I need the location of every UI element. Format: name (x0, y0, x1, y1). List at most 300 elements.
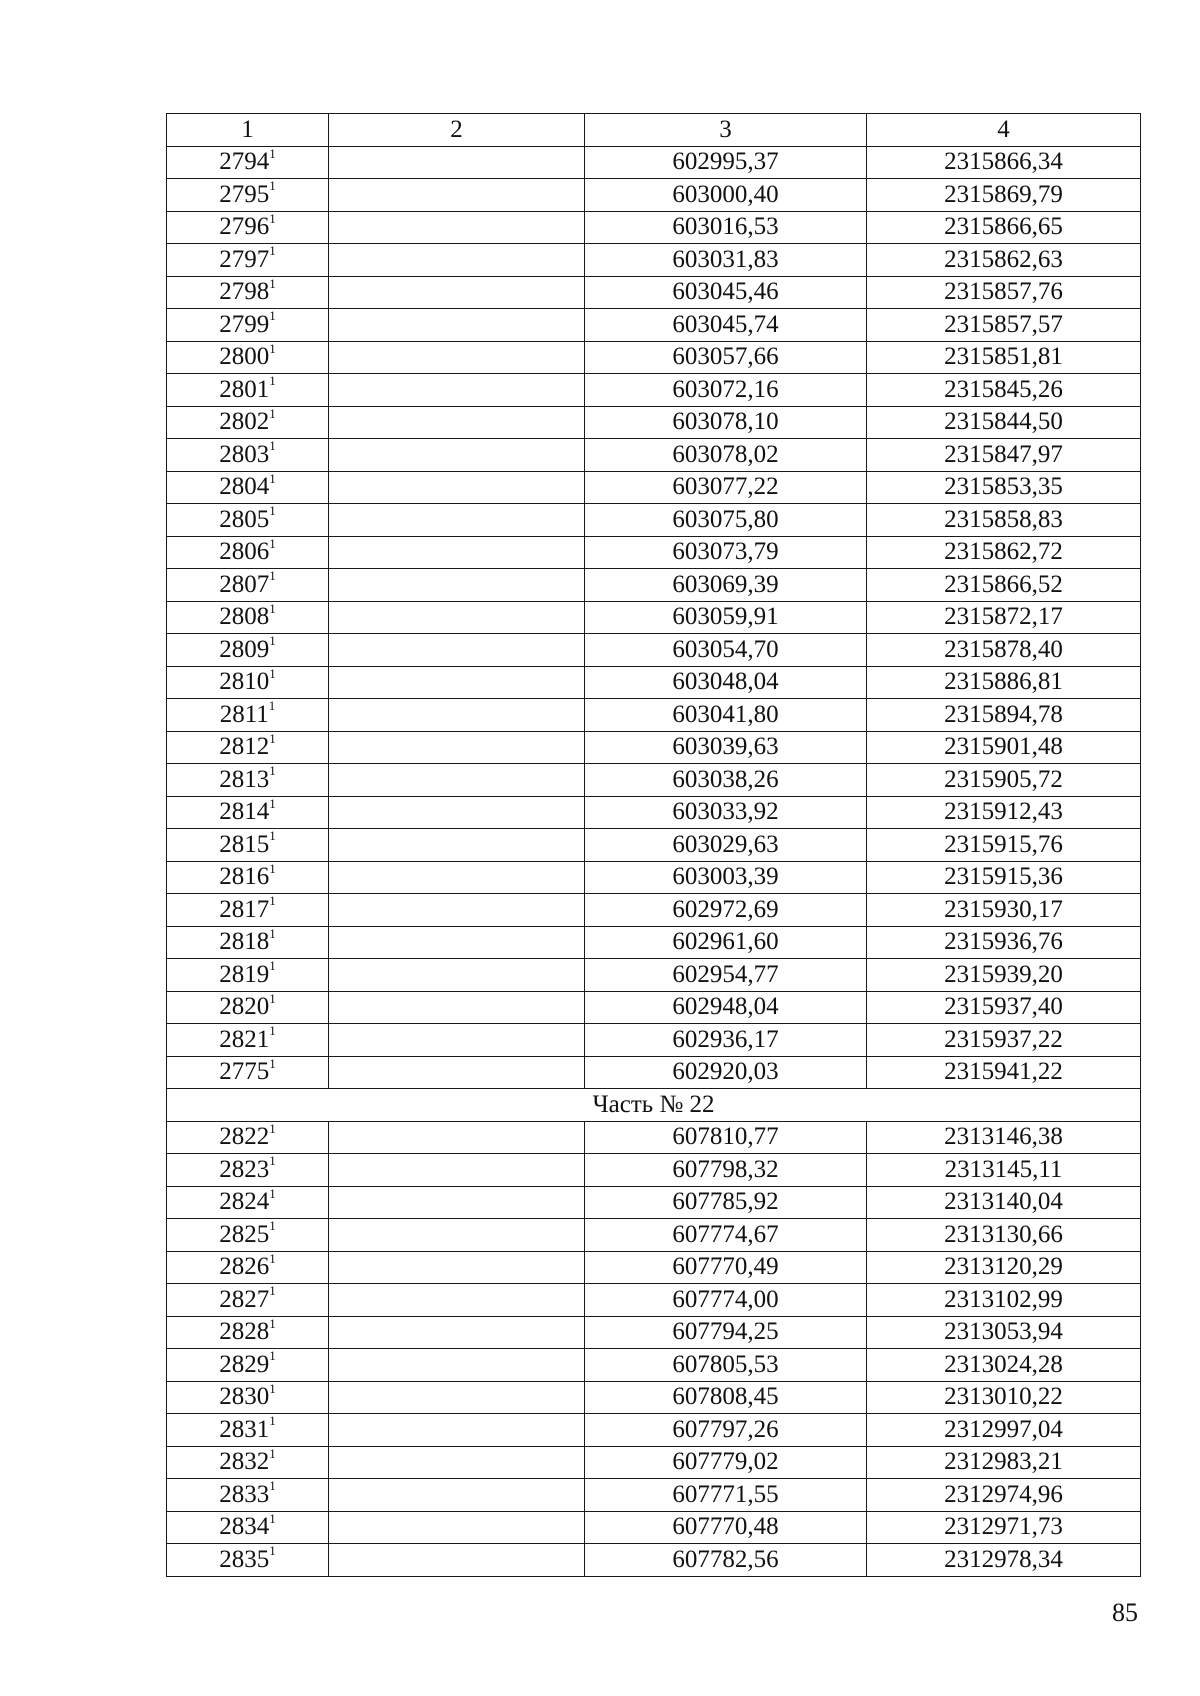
empty-cell (329, 374, 585, 407)
point-number-superscript: 1 (269, 1478, 276, 1494)
point-number: 2815 (219, 830, 270, 858)
point-number: 2795 (219, 180, 270, 208)
x-coordinate-cell: 603078,10 (585, 406, 867, 439)
y-coordinate-cell: 2315937,22 (867, 1024, 1141, 1057)
y-coordinate-cell: 2315901,48 (867, 731, 1141, 764)
point-number: 2823 (219, 1155, 270, 1183)
empty-cell (329, 471, 585, 504)
point-number: 2801 (219, 375, 270, 403)
point-number: 2835 (219, 1545, 270, 1573)
point-number-cell (167, 276, 329, 309)
y-coordinate-cell: 2315853,35 (867, 471, 1141, 504)
empty-cell (329, 146, 585, 179)
point-number: 2805 (219, 505, 270, 533)
table-row (167, 926, 1141, 959)
empty-cell (329, 341, 585, 374)
y-coordinate-cell: 2312971,73 (867, 1511, 1141, 1544)
y-coordinate-cell: 2313146,38 (867, 1121, 1141, 1154)
empty-cell (329, 1414, 585, 1447)
x-coordinate-cell: 603029,63 (585, 829, 867, 862)
header-row (167, 114, 1141, 147)
x-coordinate-cell: 607797,26 (585, 1414, 867, 1447)
point-number-superscript: 1 (269, 243, 276, 259)
point-number: 2775 (219, 1058, 270, 1086)
point-number: 2807 (219, 570, 270, 598)
table-row (167, 471, 1141, 504)
point-number-cell (167, 699, 329, 732)
point-number-superscript: 1 (269, 991, 276, 1006)
point-number-superscript: 1 (269, 308, 276, 324)
x-coordinate-cell: 603048,04 (585, 666, 867, 699)
empty-cell (329, 1056, 585, 1089)
point-number: 2799 (219, 310, 270, 338)
point-number-cell (167, 1284, 329, 1317)
point-number-superscript: 1 (269, 828, 276, 844)
y-coordinate-cell: 2315912,43 (867, 796, 1141, 829)
x-coordinate-cell: 603041,80 (585, 699, 867, 732)
table-row (167, 146, 1141, 179)
empty-cell (329, 1446, 585, 1479)
x-coordinate-cell: 602954,77 (585, 959, 867, 992)
x-coordinate-cell: 603000,40 (585, 179, 867, 212)
point-number-superscript: 1 (269, 1153, 276, 1169)
point-number-superscript: 1 (269, 1446, 276, 1461)
empty-cell (329, 569, 585, 602)
point-number-superscript: 1 (269, 926, 276, 941)
point-number-superscript: 1 (269, 568, 276, 584)
point-number-cell (167, 1154, 329, 1187)
point-number: 2812 (219, 733, 270, 761)
point-number-cell (167, 829, 329, 862)
empty-cell (329, 439, 585, 472)
point-number: 2814 (219, 798, 270, 826)
point-number: 2796 (219, 213, 270, 241)
point-number-cell (167, 1219, 329, 1252)
empty-cell (329, 991, 585, 1024)
y-coordinate-cell: 2313053,94 (867, 1316, 1141, 1349)
y-coordinate-cell: 2315866,52 (867, 569, 1141, 602)
table-row (167, 959, 1141, 992)
empty-cell (329, 1024, 585, 1057)
point-number-cell (167, 1479, 329, 1512)
point-number: 2794 (219, 148, 270, 176)
point-number-superscript: 1 (269, 1413, 276, 1429)
point-number: 2834 (219, 1513, 270, 1541)
point-number-superscript: 1 (269, 633, 276, 649)
point-number-cell (167, 666, 329, 699)
table-row (167, 894, 1141, 927)
table-row (167, 536, 1141, 569)
table-row (167, 1251, 1141, 1284)
point-number-cell (167, 861, 329, 894)
x-coordinate-cell: 602961,60 (585, 926, 867, 959)
empty-cell (329, 1284, 585, 1317)
point-number: 2832 (219, 1448, 270, 1476)
y-coordinate-cell: 2315894,78 (867, 699, 1141, 732)
x-coordinate-cell: 603003,39 (585, 861, 867, 894)
x-coordinate-cell: 603039,63 (585, 731, 867, 764)
table-row (167, 1154, 1141, 1187)
point-number-cell (167, 244, 329, 277)
x-coordinate-cell: 603075,80 (585, 504, 867, 537)
table-row (167, 1284, 1141, 1317)
empty-cell (329, 666, 585, 699)
x-coordinate-cell: 602920,03 (585, 1056, 867, 1089)
point-number-cell (167, 309, 329, 342)
point-number-cell (167, 211, 329, 244)
y-coordinate-cell: 2315862,72 (867, 536, 1141, 569)
point-number-superscript: 1 (269, 601, 276, 616)
point-number: 2816 (219, 863, 270, 891)
empty-cell (329, 861, 585, 894)
empty-cell (329, 926, 585, 959)
table-row (167, 244, 1141, 277)
point-number-cell (167, 179, 329, 212)
empty-cell (329, 276, 585, 309)
point-number: 2821 (219, 1025, 270, 1053)
y-coordinate-cell: 2313145,11 (867, 1154, 1141, 1187)
point-number-cell (167, 1024, 329, 1057)
y-coordinate-cell: 2315936,76 (867, 926, 1141, 959)
table-row (167, 1349, 1141, 1382)
point-number: 2830 (219, 1383, 270, 1411)
point-number-superscript: 1 (269, 276, 276, 291)
point-number-superscript: 1 (269, 536, 276, 551)
empty-cell (329, 1154, 585, 1187)
point-number-cell (167, 1316, 329, 1349)
empty-cell (329, 601, 585, 634)
table-row (167, 341, 1141, 374)
empty-cell (329, 211, 585, 244)
point-number-superscript: 1 (269, 1348, 276, 1364)
table-row (167, 1121, 1141, 1154)
x-coordinate-cell: 607794,25 (585, 1316, 867, 1349)
x-coordinate-cell: 603078,02 (585, 439, 867, 472)
y-coordinate-cell: 2315847,97 (867, 439, 1141, 472)
x-coordinate-cell: 602995,37 (585, 146, 867, 179)
table-row (167, 796, 1141, 829)
x-coordinate-cell: 607785,92 (585, 1186, 867, 1219)
x-coordinate-cell: 607808,45 (585, 1381, 867, 1414)
point-number-superscript: 1 (269, 146, 276, 161)
x-coordinate-cell: 603054,70 (585, 634, 867, 667)
table-row (167, 1056, 1141, 1089)
y-coordinate-cell: 2315844,50 (867, 406, 1141, 439)
table-row (167, 439, 1141, 472)
point-number-superscript: 1 (269, 1056, 276, 1071)
point-number: 2818 (219, 928, 270, 956)
point-number-cell (167, 1511, 329, 1544)
x-coordinate-cell: 603031,83 (585, 244, 867, 277)
point-number: 2800 (219, 343, 270, 371)
point-number: 2797 (219, 245, 270, 273)
point-number-cell (167, 569, 329, 602)
y-coordinate-cell: 2315939,20 (867, 959, 1141, 992)
table-block-a (167, 146, 1141, 1089)
table-row (167, 504, 1141, 537)
table-row (167, 179, 1141, 212)
y-coordinate-cell: 2312974,96 (867, 1479, 1141, 1512)
empty-cell (329, 1349, 585, 1382)
point-number-superscript: 1 (269, 178, 276, 194)
point-number: 2824 (219, 1188, 270, 1216)
point-number: 2826 (219, 1253, 270, 1281)
point-number-cell (167, 1186, 329, 1219)
empty-cell (329, 1186, 585, 1219)
x-coordinate-cell: 603069,39 (585, 569, 867, 602)
empty-cell (329, 1381, 585, 1414)
y-coordinate-cell: 2312983,21 (867, 1446, 1141, 1479)
point-number-cell (167, 1414, 329, 1447)
x-coordinate-cell: 607810,77 (585, 1121, 867, 1154)
x-coordinate-cell: 603073,79 (585, 536, 867, 569)
x-coordinate-cell: 607779,02 (585, 1446, 867, 1479)
point-number-cell (167, 1544, 329, 1577)
y-coordinate-cell: 2315869,79 (867, 179, 1141, 212)
point-number: 2829 (219, 1350, 270, 1378)
point-number-superscript: 1 (269, 1381, 276, 1396)
empty-cell (329, 1316, 585, 1349)
table-row (167, 1219, 1141, 1252)
table-row (167, 991, 1141, 1024)
point-number: 2809 (219, 635, 270, 663)
table-row (167, 569, 1141, 602)
empty-cell (329, 829, 585, 862)
point-number-superscript: 1 (269, 406, 276, 421)
x-coordinate-cell: 607805,53 (585, 1349, 867, 1382)
point-number-superscript: 1 (269, 1121, 276, 1136)
point-number: 2803 (219, 440, 270, 468)
header-col-1: 1 (167, 114, 329, 147)
empty-cell (329, 764, 585, 797)
table-row (167, 1446, 1141, 1479)
header-col-2: 2 (329, 114, 585, 147)
point-number-superscript: 1 (269, 341, 276, 356)
empty-cell (329, 1219, 585, 1252)
point-number-cell (167, 1381, 329, 1414)
table-block-b (167, 1121, 1141, 1576)
section-header-block (167, 1089, 1141, 1122)
y-coordinate-cell: 2313102,99 (867, 1284, 1141, 1317)
y-coordinate-cell: 2315886,81 (867, 666, 1141, 699)
empty-cell (329, 699, 585, 732)
point-number: 2819 (219, 960, 270, 988)
point-number-cell (167, 731, 329, 764)
section-header-row (167, 1089, 1141, 1122)
y-coordinate-cell: 2315857,57 (867, 309, 1141, 342)
header-col-4: 4 (867, 114, 1141, 147)
table-row (167, 731, 1141, 764)
x-coordinate-cell: 603045,46 (585, 276, 867, 309)
point-number-cell (167, 991, 329, 1024)
point-number: 2831 (219, 1415, 270, 1443)
table-row (167, 309, 1141, 342)
y-coordinate-cell: 2315930,17 (867, 894, 1141, 927)
empty-cell (329, 1121, 585, 1154)
table-row (167, 634, 1141, 667)
point-number-superscript: 1 (268, 698, 276, 714)
point-number-superscript: 1 (269, 958, 276, 974)
point-number-cell (167, 1251, 329, 1284)
header-col-3: 3 (585, 114, 867, 147)
x-coordinate-cell: 602972,69 (585, 894, 867, 927)
point-number-cell (167, 894, 329, 927)
section-title: Часть № 22 (167, 1089, 1141, 1122)
point-number: 2828 (219, 1318, 270, 1346)
point-number-superscript: 1 (269, 1251, 276, 1266)
point-number-superscript: 1 (269, 1316, 276, 1331)
y-coordinate-cell: 2315866,34 (867, 146, 1141, 179)
x-coordinate-cell: 603059,91 (585, 601, 867, 634)
point-number: 2808 (219, 603, 270, 631)
y-coordinate-cell: 2315857,76 (867, 276, 1141, 309)
y-coordinate-cell: 2315845,26 (867, 374, 1141, 407)
y-coordinate-cell: 2315937,40 (867, 991, 1141, 1024)
x-coordinate-cell: 603057,66 (585, 341, 867, 374)
point-number: 2820 (219, 993, 270, 1021)
point-number-cell (167, 1121, 329, 1154)
point-number-cell (167, 634, 329, 667)
table-row (167, 1544, 1141, 1577)
point-number: 2798 (219, 278, 270, 306)
point-number-cell (167, 926, 329, 959)
coordinates-table (166, 113, 1141, 1577)
empty-cell (329, 1251, 585, 1284)
table-row (167, 1511, 1141, 1544)
empty-cell (329, 796, 585, 829)
x-coordinate-cell: 607770,48 (585, 1511, 867, 1544)
point-number-superscript: 1 (269, 1511, 276, 1526)
point-number-superscript: 1 (269, 373, 276, 389)
table-row (167, 1414, 1141, 1447)
empty-cell (329, 959, 585, 992)
point-number-superscript: 1 (269, 438, 276, 454)
point-number-cell (167, 1349, 329, 1382)
y-coordinate-cell: 2315872,17 (867, 601, 1141, 634)
empty-cell (329, 244, 585, 277)
y-coordinate-cell: 2315866,65 (867, 211, 1141, 244)
x-coordinate-cell: 603033,92 (585, 796, 867, 829)
x-coordinate-cell: 607770,49 (585, 1251, 867, 1284)
x-coordinate-cell: 603016,53 (585, 211, 867, 244)
point-number-superscript: 1 (269, 1283, 276, 1299)
empty-cell (329, 731, 585, 764)
table-row (167, 666, 1141, 699)
point-number-cell (167, 504, 329, 537)
y-coordinate-cell: 2313024,28 (867, 1349, 1141, 1382)
point-number-superscript: 1 (269, 796, 276, 811)
point-number-superscript: 1 (269, 471, 276, 486)
table-row (167, 829, 1141, 862)
table-row (167, 1381, 1141, 1414)
point-number: 2811 (219, 700, 269, 728)
x-coordinate-cell: 603077,22 (585, 471, 867, 504)
x-coordinate-cell: 607771,55 (585, 1479, 867, 1512)
empty-cell (329, 179, 585, 212)
point-number: 2810 (219, 668, 270, 696)
table-row (167, 1316, 1141, 1349)
y-coordinate-cell: 2315915,36 (867, 861, 1141, 894)
x-coordinate-cell: 602936,17 (585, 1024, 867, 1057)
point-number-cell (167, 536, 329, 569)
point-number: 2822 (219, 1123, 270, 1151)
table-row (167, 861, 1141, 894)
x-coordinate-cell: 602948,04 (585, 991, 867, 1024)
y-coordinate-cell: 2315851,81 (867, 341, 1141, 374)
point-number-superscript: 1 (269, 1218, 276, 1234)
table-row (167, 601, 1141, 634)
point-number-cell (167, 1446, 329, 1479)
empty-cell (329, 309, 585, 342)
y-coordinate-cell: 2313120,29 (867, 1251, 1141, 1284)
y-coordinate-cell: 2313010,22 (867, 1381, 1141, 1414)
point-number-superscript: 1 (269, 1023, 276, 1039)
point-number-superscript: 1 (269, 893, 276, 909)
point-number-superscript: 1 (269, 731, 276, 746)
point-number-superscript: 1 (269, 1543, 276, 1559)
y-coordinate-cell: 2312997,04 (867, 1414, 1141, 1447)
point-number-superscript: 1 (269, 211, 276, 226)
y-coordinate-cell: 2315862,63 (867, 244, 1141, 277)
empty-cell (329, 406, 585, 439)
empty-cell (329, 894, 585, 927)
x-coordinate-cell: 607774,67 (585, 1219, 867, 1252)
x-coordinate-cell: 607774,00 (585, 1284, 867, 1317)
point-number-cell (167, 341, 329, 374)
y-coordinate-cell: 2315915,76 (867, 829, 1141, 862)
empty-cell (329, 504, 585, 537)
empty-cell (329, 1544, 585, 1577)
x-coordinate-cell: 603038,26 (585, 764, 867, 797)
point-number: 2827 (219, 1285, 270, 1313)
x-coordinate-cell: 607782,56 (585, 1544, 867, 1577)
x-coordinate-cell: 603045,74 (585, 309, 867, 342)
y-coordinate-cell: 2312978,34 (867, 1544, 1141, 1577)
point-number: 2806 (219, 538, 270, 566)
x-coordinate-cell: 603072,16 (585, 374, 867, 407)
point-number-superscript: 1 (269, 861, 276, 876)
empty-cell (329, 634, 585, 667)
x-coordinate-cell: 607798,32 (585, 1154, 867, 1187)
point-number-cell (167, 374, 329, 407)
y-coordinate-cell: 2315905,72 (867, 764, 1141, 797)
table-row (167, 276, 1141, 309)
empty-cell (329, 1511, 585, 1544)
point-number-superscript: 1 (269, 503, 276, 519)
point-number: 2813 (219, 765, 270, 793)
table-row (167, 1024, 1141, 1057)
y-coordinate-cell: 2313140,04 (867, 1186, 1141, 1219)
point-number: 2804 (219, 473, 270, 501)
table-row (167, 699, 1141, 732)
y-coordinate-cell: 2315941,22 (867, 1056, 1141, 1089)
table-row (167, 406, 1141, 439)
point-number-cell (167, 146, 329, 179)
table-row (167, 374, 1141, 407)
y-coordinate-cell: 2315878,40 (867, 634, 1141, 667)
point-number: 2825 (219, 1220, 270, 1248)
point-number-cell (167, 796, 329, 829)
y-coordinate-cell: 2313130,66 (867, 1219, 1141, 1252)
point-number: 2833 (219, 1480, 270, 1508)
empty-cell (329, 536, 585, 569)
point-number-cell (167, 601, 329, 634)
point-number: 2817 (219, 895, 270, 923)
point-number-cell (167, 1056, 329, 1089)
point-number-cell (167, 764, 329, 797)
empty-cell (329, 1479, 585, 1512)
table-row (167, 211, 1141, 244)
